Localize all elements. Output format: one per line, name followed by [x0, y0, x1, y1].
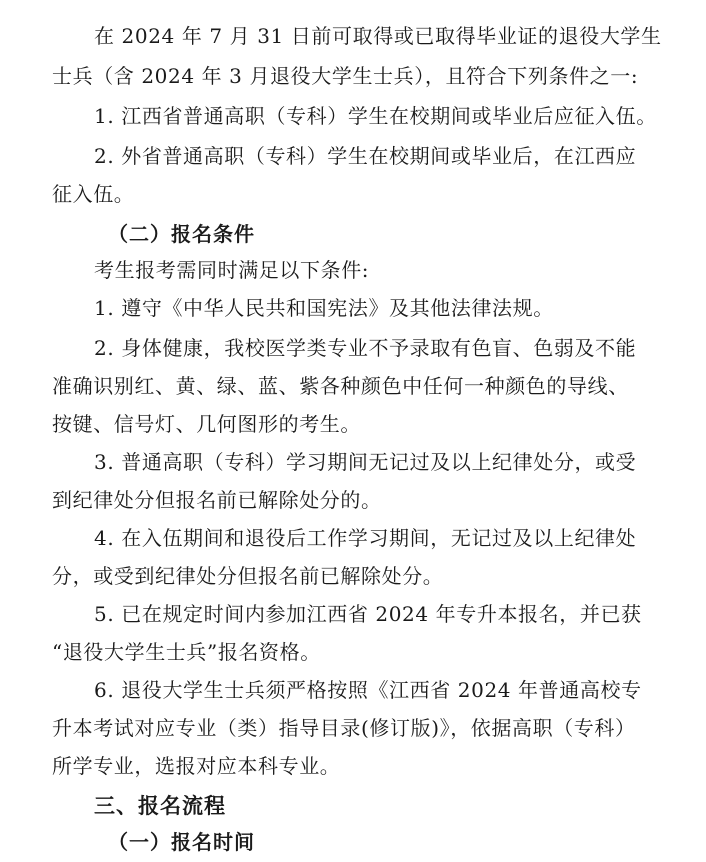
condition-item-3: 3. 普通高职（专科）学习期间无记过及以上纪律处分，或受 [94, 450, 637, 474]
condition-item-2-continuation: 按键、信号灯、几何图形的考生。 [52, 412, 361, 436]
condition-item-1: 1. 遵守《中华人民共和国宪法》及其他法律法规。 [94, 296, 554, 320]
condition-item-4-continuation: 分，或受到纪律处分但报名前已解除处分。 [52, 564, 444, 588]
paragraph-line: 士兵（含 2024 年 3 月退役大学生士兵），且符合下列条件之一: [52, 64, 639, 88]
condition-item-6-continuation: 所学专业，选报对应本科专业。 [52, 754, 341, 778]
section-heading-registration-process: 三、报名流程 [94, 794, 226, 818]
condition-item-3-continuation: 到纪律处分但报名前已解除处分的。 [52, 488, 382, 512]
condition-item-6: 6. 退役大学生士兵须严格按照《江西省 2024 年普通高校专 [94, 678, 642, 702]
paragraph-line: 考生报考需同时满足以下条件: [94, 258, 370, 282]
condition-item-4: 4. 在入伍期间和退役后工作学习期间，无记过及以上纪律处 [94, 526, 637, 550]
condition-item-5: 5. 已在规定时间内参加江西省 2024 年专升本报名，并已获 [94, 602, 642, 626]
section-heading-registration-conditions: （二）报名条件 [108, 222, 255, 246]
list-item-2: 2. 外省普通高职（专科）学生在校期间或毕业后，在江西应 [94, 144, 637, 168]
condition-item-2-continuation: 准确识别红、黄、绿、蓝、紫各种颜色中任何一种颜色的导线、 [52, 374, 629, 398]
list-item-2-continuation: 征入伍。 [52, 182, 135, 206]
paragraph-line: 在 2024 年 7 月 31 日前可取得或已取得毕业证的退役大学生 [94, 24, 662, 48]
condition-item-5-continuation: “退役大学生士兵”报名资格。 [52, 640, 321, 664]
list-item-1: 1. 江西省普通高职（专科）学生在校期间或毕业后应征入伍。 [94, 104, 657, 128]
section-heading-registration-time: （一）报名时间 [108, 830, 255, 854]
condition-item-2: 2. 身体健康，我校医学类专业不予录取有色盲、色弱及不能 [94, 336, 637, 360]
condition-item-6-continuation: 升本考试对应专业（类）指导目录(修订版)》，依据高职（专科） [52, 716, 636, 740]
